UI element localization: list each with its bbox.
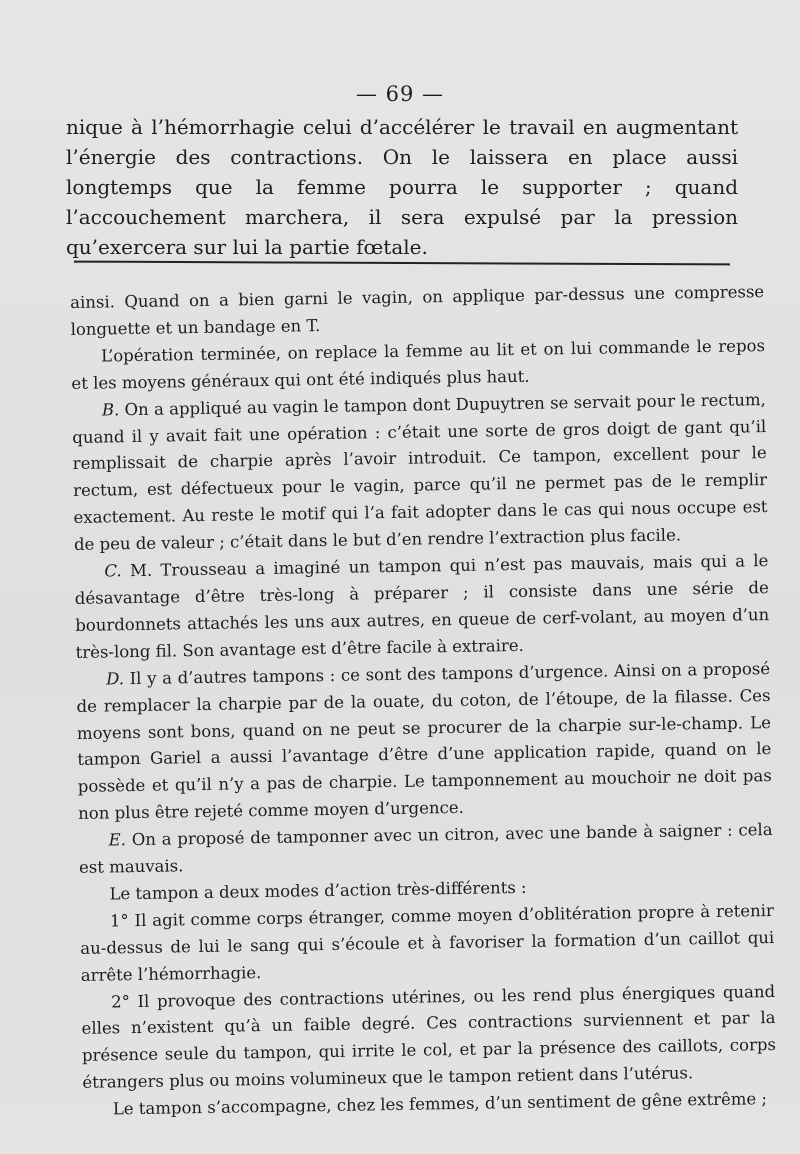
paragraph-9: 2° Il provoque des contractions utérines, ou les rend plus énergiques quand elles n’existent qu’à un faible degré. Ces contractions surviennent et par la présence seule du tampon, qui irrite le col, et par la présence des caillots, corps étrangers plus ou moins volumineux que le tampon retient dans l’utérus.: [81, 981, 777, 1093]
item-letter-c: C.: [104, 561, 122, 581]
paragraph-3: [72, 387, 768, 559]
paragraph-3-text: On a appliqué au vagin le tampon dont Dupuytren se servait pour le rectum, quand il y avait fait une opération : c’était une sorte de gros doigt de gant qu’il remplissait de charpie après l’avoir introduit. Ce tampon, excellent pour le rectum, est défectueux pour le vagin, parce qu’il ne permet pas de le remplir exactement. Au reste le motif qui l’a fait adopter dans le cas qui nous occupe est de peu de valeur ; c’était dans le but d’en rendre l’extraction plus facile.: [72, 389, 768, 555]
paragraph-1: ainsi. Quand on a bien garni le vagin, on applique par-dessus une compresse longuette et un bandage en T.: [70, 282, 765, 339]
paragraph-6-text: On a proposé de tamponner avec un citron, avec une bande à saigner : cela est mauvais.: [78, 820, 773, 877]
top-paragraph: nique à l’hémorrhagie celui d’accélérer le travail en augmentant l’énergie des contractions. On le laissera en place aussi longtemps que la femme pourra le supporter ; quand l’accouchement marchera, il sera expulsé par la pression qu’exercera sur lui la partie fœtale.: [66, 115, 738, 259]
paragraph-4: [74, 548, 770, 667]
footnote-text-block: [70, 279, 777, 1124]
paragraph-2: L’opération terminée, on replace la femme au lit et on lui commande le repos et les moyens généraux qui ont été indiqués plus haut.: [71, 335, 766, 393]
main-text-block: [66, 112, 738, 262]
paragraph-10: Le tampon s’accompagne, chez les femmes, d’un sentiment de gêne extrême ;: [112, 1089, 768, 1119]
item-letter-b: B.: [101, 399, 120, 420]
item-letter-d: D.: [105, 668, 125, 689]
paragraph-4-text: M. Trousseau a imaginé un tampon qui n’est pas mauvais, mais qui a le désavantage d’être très-long à préparer ; il consiste dans une série de bourdonnets attachés les uns aux autres, en queue de cerf-volant, au moyen d’un très-long fil. Son avantage est d’être facile à extraire.: [74, 551, 770, 662]
paragraph-8: 1° Il agit comme corps étranger, comme moyen d’oblitération propre à retenir au-dessus de lui le sang qui s’écoule et à favoriser la formation d’un caillot qui arrête l’hémorrhagie.: [80, 900, 775, 985]
paragraph-7: Le tampon a deux modes d’action très-différents :: [109, 877, 527, 904]
paragraph-5: [76, 656, 772, 828]
paragraph-5-text: Il y a d’autres tampons : ce sont des tampons d’urgence. Ainsi on a proposé de remplacer la charpie par de la ouate, du coton, de l’étoupe, de la filasse. Ces moyens sont bons, quand on ne peut se procurer de la charpie sur-le-champ. Le tampon Gariel a aussi l’avantage d’être d’une application rapide, quand on le possède et qu’il n’y a pas de charpie. Le tamponnement au mouchoir ne doit pas non plus être rejeté comme moyen d’urgence.: [76, 658, 772, 824]
item-letter-e: E.: [108, 830, 127, 850]
page-number: — 69 —: [355, 82, 445, 106]
